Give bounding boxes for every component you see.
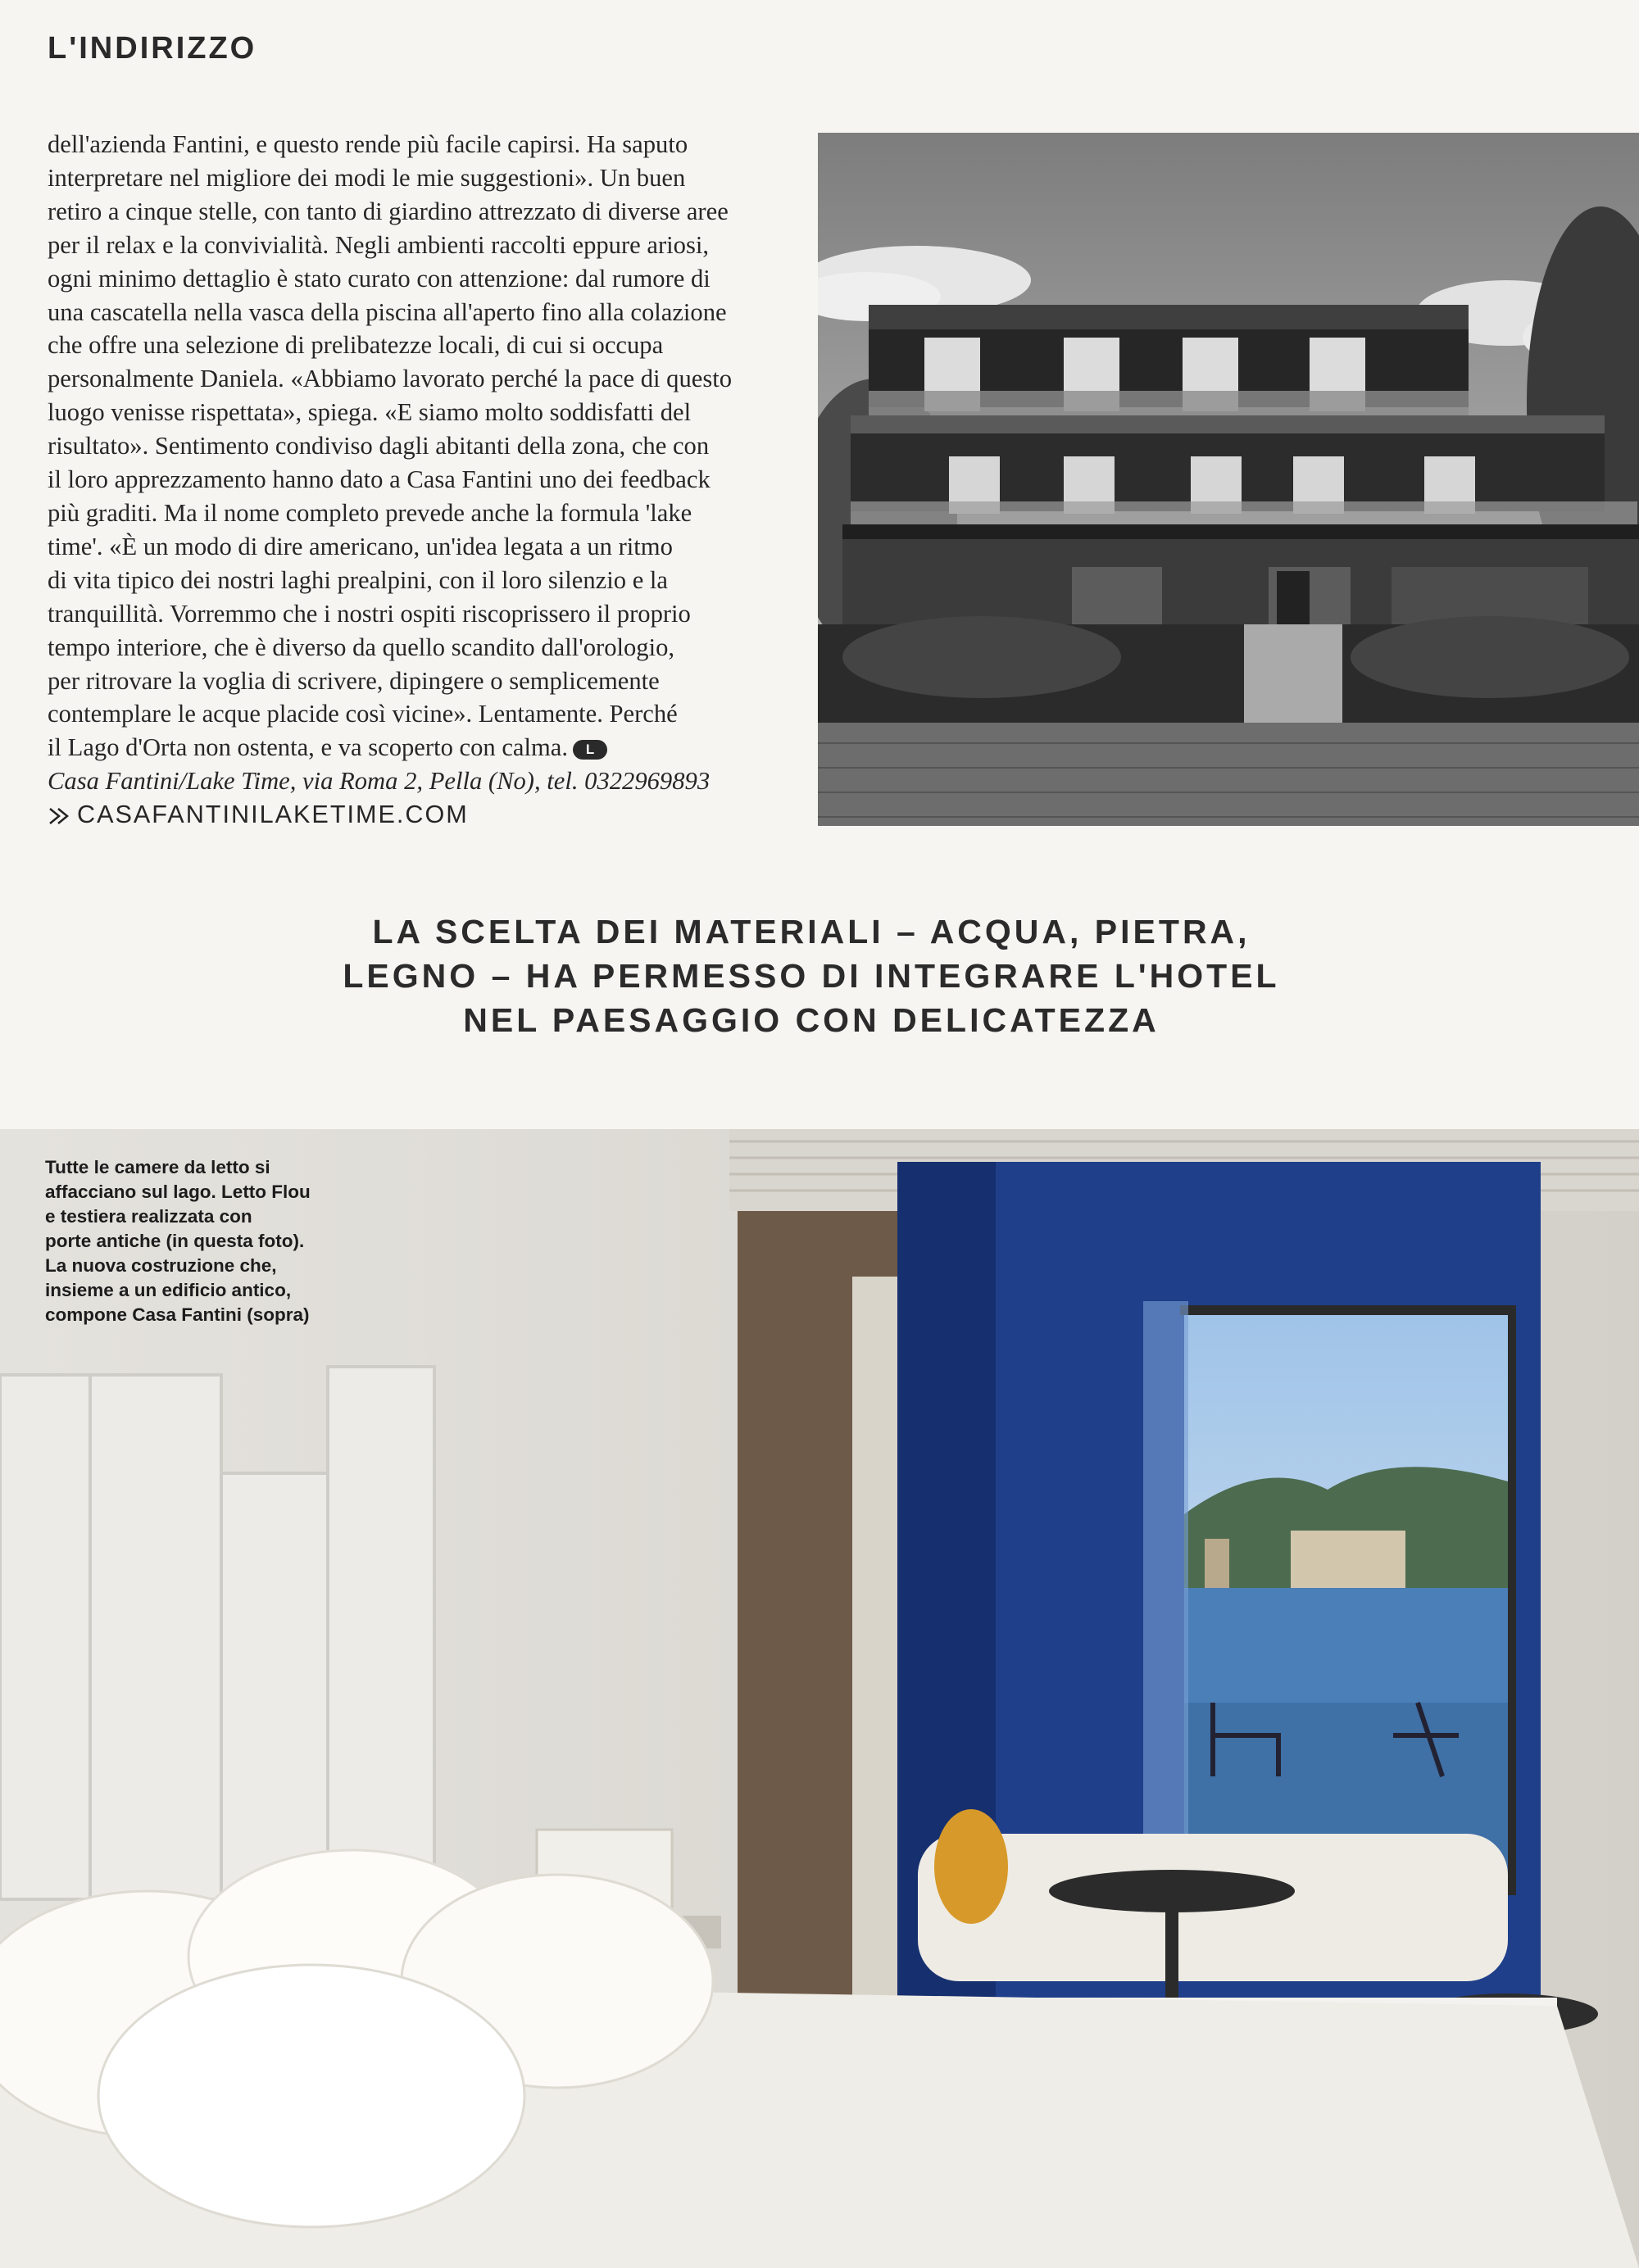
article-body	[48, 128, 797, 832]
article-line: più graditi. Ma il nome completo prevede anche la formula 'lake	[48, 498, 692, 527]
caption-line: Tutte le camere da letto si	[45, 1157, 270, 1177]
article-line: che offre una selezione di prelibatezze locali, di cui si occupa	[48, 331, 664, 360]
section-label: L'INDIRIZZO	[48, 31, 257, 66]
caption-line: e testiera realizzata con	[45, 1206, 252, 1227]
article-line: retiro a cinque stelle, con tanto di giardino attrezzato di diverse aree	[48, 197, 729, 225]
article-line: luogo venisse rispettata», spiega. «E siamo molto soddisfatti del	[48, 398, 692, 427]
article-line: time'. «È un modo di dire americano, un'idea legata a un ritmo	[48, 532, 673, 560]
article-line: ogni minimo dettaglio è stato curato con attenzione: dal rumore di	[48, 264, 711, 293]
caption-line: La nuova costruzione che,	[45, 1255, 277, 1276]
article-line: personalmente Daniela. «Abbiamo lavorato perché la pace di questo	[48, 365, 733, 393]
caption-line: insieme a un edificio antico,	[45, 1280, 292, 1300]
caption-line: porte antiche (in questa foto).	[45, 1231, 305, 1251]
article-line: tranquillità. Vorremmo che i nostri ospiti riscoprissero il proprio	[48, 599, 691, 628]
article-line: per il relax e la convivialità. Negli ambienti raccolti eppure ariosi,	[48, 230, 710, 259]
article-line: contemplare le acque placide così vicine». Lentamente. Perché	[48, 700, 678, 728]
pull-quote-line: LEGNO – HA PERMESSO DI INTEGRARE L'HOTEL	[343, 957, 1280, 995]
article-line: di vita tipico dei nostri laghi prealpini, con il loro silenzio e la	[48, 565, 669, 594]
website-link[interactable]: CASAFANTINILAKETIME.COM	[77, 801, 469, 829]
hotel-exterior-illustration	[818, 133, 1639, 826]
arrow-right-icon	[48, 806, 70, 826]
article-line: una cascatella nella vasca della piscina all'aperto fino alla colazione	[48, 297, 727, 326]
end-mark-icon: L	[573, 740, 607, 760]
article-line: dell'azienda Fantini, e questo rende più facile capirsi. Ha saputo	[48, 130, 688, 158]
pull-quote	[148, 909, 1475, 1042]
website-line	[48, 798, 797, 832]
article-line: interpretare nel migliore dei modi le mie suggestioni». Un buen	[48, 163, 686, 192]
article-line-last	[48, 731, 797, 764]
hotel-exterior-photo	[818, 133, 1639, 826]
article-line: tempo interiore, che è diverso da quello scandito dall'orologio,	[48, 633, 675, 661]
pull-quote-line: NEL PAESAGGIO CON DELICATEZZA	[463, 1001, 1160, 1039]
address-credit: Casa Fantini/Lake Time, via Roma 2, Pella (No), tel. 0322969893	[48, 767, 711, 796]
article-line: per ritrovare la voglia di scrivere, dipingere o semplicemente	[48, 666, 660, 695]
caption-line: affacciano sul lago. Letto Flou	[45, 1182, 311, 1202]
article-line: il loro apprezzamento hanno dato a Casa Fantini uno dei feedback	[48, 465, 711, 494]
caption-line: compone Casa Fantini (sopra)	[45, 1304, 310, 1325]
pull-quote-line: LA SCELTA DEI MATERIALI – ACQUA, PIETRA,	[372, 913, 1251, 950]
article-line: risultato». Sentimento condiviso dagli abitanti della zona, che con	[48, 432, 710, 460]
article-line: il Lago d'Orta non ostenta, e va scoperto con calma.	[48, 733, 569, 762]
photo-caption	[45, 1155, 422, 1327]
